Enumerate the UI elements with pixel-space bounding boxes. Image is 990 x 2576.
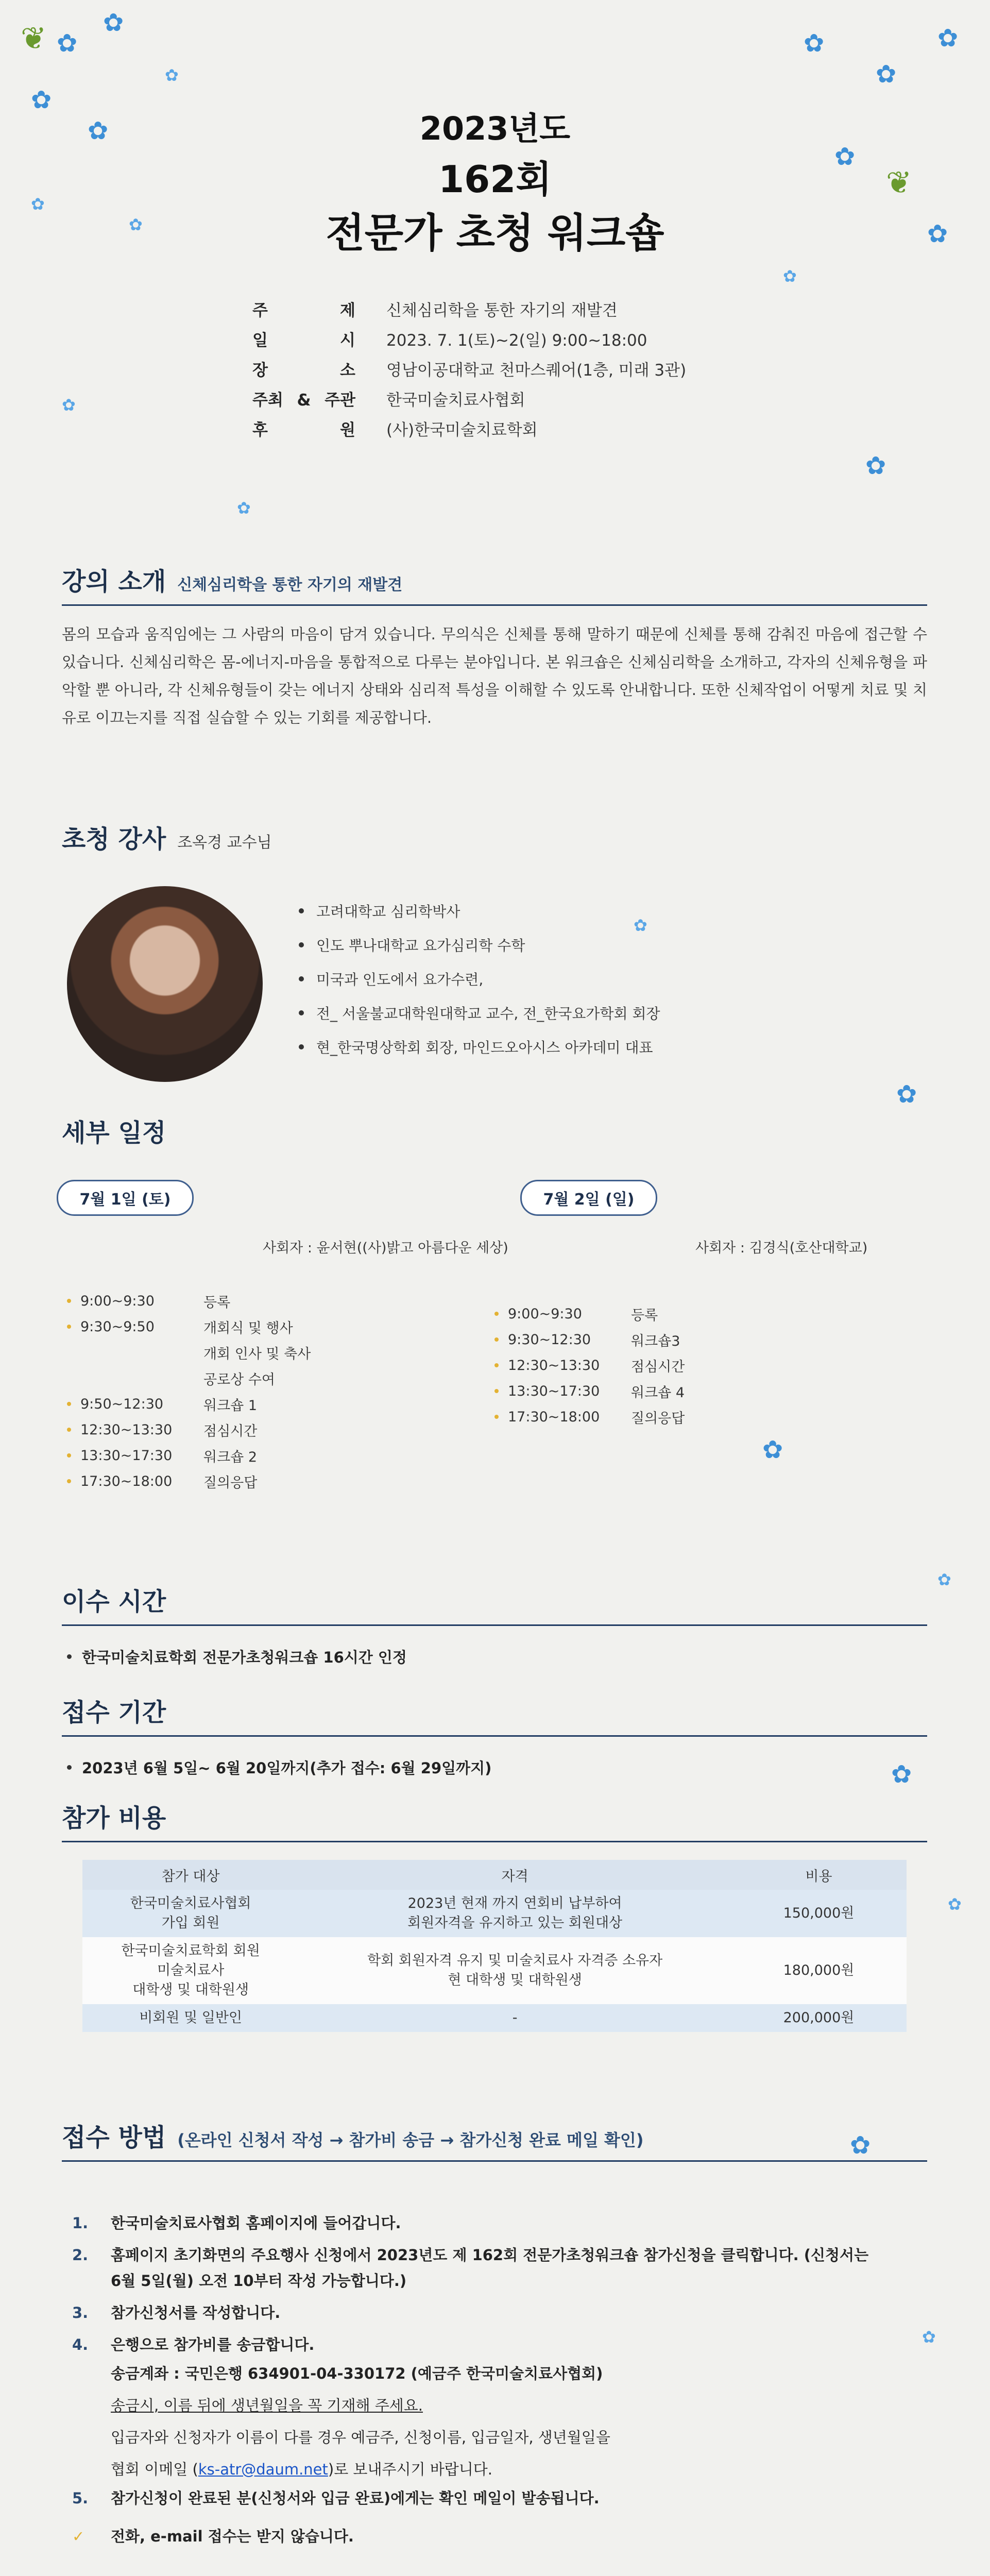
list-item	[299, 894, 660, 928]
section-title: 강의 소개	[62, 567, 166, 596]
table-cell: 한국미술치료사협회 가입 회원	[82, 1890, 299, 1937]
forget-me-not-flower-icon: ✿	[927, 219, 948, 248]
info-value: 신체심리학을 통한 자기의 재발견	[386, 301, 618, 320]
table-row	[82, 1937, 907, 2004]
schedule-row: 17:30~18:00 질의응답	[67, 1468, 311, 1494]
forget-me-not-flower-icon: ✿	[937, 1570, 951, 1589]
fee-table	[82, 1860, 907, 2032]
day1-pill: 7월 1일 (토)	[57, 1180, 194, 1216]
column-header: 참가 대상	[82, 1860, 299, 1890]
divider	[62, 604, 927, 606]
info-value: 한국미술치료사협회	[386, 391, 525, 410]
career-text: 인도 뿌나대학교 요가심리학 수학	[316, 937, 525, 954]
list-item	[299, 928, 660, 962]
schedule-row: 공로상 수여	[203, 1371, 275, 1388]
table-cell: 비회원 및 일반인	[82, 2004, 299, 2032]
table-row	[82, 2004, 907, 2032]
check-icon: ✓	[72, 2528, 85, 2545]
list-item: ✓ 전화, e-mail 접수는 받지 않습니다.	[72, 2528, 354, 2545]
instructor-name: 조옥경 교수님	[177, 834, 272, 852]
schedule-row: 9:50~12:30 워크숍 1	[67, 1391, 311, 1417]
day1-moderator: 사회자 : 윤서현((사)밝고 아름다운 세상)	[263, 1240, 508, 1256]
section-fee	[62, 1798, 927, 1842]
table-cell: 학회 회원자격 유지 및 미술치료사 자격증 소유자 현 대학생 및 대학원생	[299, 1937, 731, 2004]
forget-me-not-flower-icon: ✿	[937, 24, 959, 53]
forget-me-not-flower-icon: ✿	[850, 2131, 871, 2160]
info-row	[252, 353, 767, 383]
divider	[62, 1624, 927, 1626]
forget-me-not-flower-icon: ✿	[804, 29, 825, 58]
section-hours	[62, 1582, 927, 1626]
section-subtitle: 신체심리학을 통한 자기의 재발견	[177, 576, 403, 594]
forget-me-not-flower-icon: ✿	[129, 215, 143, 234]
section-title: 초청 강사	[62, 825, 166, 854]
table-cell: -	[299, 2004, 731, 2032]
career-text: 전_ 서울불교대학원대학교 교수, 전_한국요가학회 회장	[316, 1005, 660, 1022]
forget-me-not-flower-icon: ✿	[876, 60, 897, 89]
forget-me-not-flower-icon: ✿	[948, 1894, 962, 1914]
table-cell: 150,000원	[731, 1890, 907, 1937]
schedule-row: 17:30~18:00 질의응답	[494, 1404, 685, 1430]
table-cell: 2023년 현재 까지 연회비 납부하여 회원자격을 유지하고 있는 회원대상	[299, 1890, 731, 1937]
list-item	[299, 962, 660, 996]
schedule-row: 9:00~9:30 등록	[67, 1288, 311, 1314]
forget-me-not-flower-icon: ✿	[31, 86, 52, 114]
leaf-icon: ❦	[886, 165, 912, 201]
leaf-icon: ❦	[21, 21, 47, 57]
section-apply	[62, 2117, 927, 2162]
instructor-photo	[67, 886, 263, 1082]
section-schedule	[62, 1113, 927, 1148]
section-title: 접수 기간	[62, 1698, 166, 1727]
forget-me-not-flower-icon: ✿	[31, 194, 45, 214]
instructor-career	[299, 894, 660, 1064]
column-header: 비용	[731, 1860, 907, 1890]
forget-me-not-flower-icon: ✿	[237, 498, 251, 518]
schedule-row: 9:00~9:30 등록	[494, 1301, 685, 1327]
info-key: 주 제	[252, 301, 355, 320]
table-cell: 180,000원	[731, 1937, 907, 2004]
section-instructor	[62, 819, 927, 855]
hours-text: 한국미술치료학회 전문가초청워크숍 16시간 인정	[67, 1646, 407, 1667]
info-key: 후 원	[252, 420, 355, 439]
forget-me-not-flower-icon: ✿	[922, 2327, 936, 2347]
schedule-row: 12:30~13:30 점심시간	[67, 1417, 311, 1443]
forget-me-not-flower-icon: ✿	[57, 29, 78, 58]
section-title: 참가 비용	[62, 1804, 166, 1833]
column-header: 자격	[299, 1860, 731, 1890]
bank-account: 송금계좌 : 국민은행 634901-04-330172 (예금주 한국미술치료사협회)	[111, 2365, 603, 2382]
forget-me-not-flower-icon: ✿	[783, 266, 797, 286]
list-item: 3. 참가신청서를 작성합니다.	[72, 2304, 281, 2321]
info-row	[252, 324, 767, 353]
table-cell: 200,000원	[731, 2004, 907, 2032]
section-title: 접수 방법	[62, 2123, 166, 2152]
list-item: 2. 홈페이지 초기화면의 주요행사 신청에서 2023년도 제 162회 전문가초청워크숍 참가신청을 클릭합니다. (신청서는 6월 5일(월) 오전 10부터 작성 가능합니다.)	[72, 2246, 869, 2290]
info-row	[252, 383, 767, 413]
section-period	[62, 1692, 927, 1737]
email-link[interactable]: ks-atr@daum.net	[198, 2461, 328, 2478]
forget-me-not-flower-icon: ✿	[88, 116, 109, 145]
career-text: 고려대학교 심리학박사	[316, 903, 460, 920]
forget-me-not-flower-icon: ✿	[165, 65, 179, 85]
page-title: 전문가 초청 워크숍	[326, 210, 664, 257]
event-info	[252, 294, 767, 443]
list-item	[299, 996, 660, 1030]
period-text: 2023년 6월 5일~ 6월 20일까지(추가 접수: 6월 29일까지)	[67, 1757, 491, 1778]
schedule-row: 12:30~13:30 점심시간	[494, 1352, 685, 1378]
day2-schedule	[494, 1301, 685, 1430]
title-number: 162회	[438, 158, 552, 201]
forget-me-not-flower-icon: ✿	[62, 395, 76, 415]
day1-schedule	[67, 1288, 311, 1494]
forget-me-not-flower-icon: ✿	[834, 142, 856, 171]
list-item: 5. 참가신청이 완료된 분(신청서와 입금 완료)에게는 확인 메일이 발송됩니다.	[72, 2489, 600, 2507]
title-year: 2023년도	[419, 110, 571, 147]
schedule-row: 13:30~17:30 워크숍 4	[494, 1378, 685, 1404]
schedule-row: 9:30~12:30 워크숍3	[494, 1327, 685, 1352]
forget-me-not-flower-icon: ✿	[891, 1760, 912, 1789]
info-row	[252, 413, 767, 443]
info-key: 일 시	[252, 331, 355, 350]
info-value: (사)한국미술치료학회	[386, 420, 538, 439]
forget-me-not-flower-icon: ✿	[896, 1080, 917, 1109]
table-cell: 한국미술치료학회 회원 미술치료사 대학생 및 대학원생	[82, 1937, 299, 2004]
list-item: 4. 은행으로 참가비를 송금합니다.	[72, 2336, 315, 2353]
schedule-row: 13:30~17:30 워크숍 2	[67, 1443, 311, 1468]
info-key: 장 소	[252, 361, 355, 380]
schedule-row: 개회 인사 및 축사	[203, 1346, 311, 1362]
remit-note: 입금자와 신청자가 이름이 다를 경우 예금주, 신청이름, 입금일자, 생년월일을	[111, 2429, 610, 2446]
remit-note: 협회 이메일 (ks-atr@daum.net)로 보내주시기 바랍니다.	[111, 2461, 492, 2478]
lecture-body: 몸의 모습과 움직임에는 그 사람의 마음이 담겨 있습니다. 무의식은 신체를 통해 말하기 때문에 신체를 통해 감춰진 마음에 접근할 수 있습니다. 신체심리학은 몸-에너지-마음을 통합적으로 다루는 분야입니다. 본 워크숍은 신체심리학을 소개하고, 각자의 신체유형을 파악할 뿐 아니라, 각 신체유형들이 갖는 에너지 상태와 심리적 특성을 이해할 수 있도록 안내합니다. 또한 신체작업이 어떻게 치료 및 치유로 이끄는지를 직접 실습할 수 있는 기회를 제공합니다.	[62, 625, 927, 726]
divider	[62, 1841, 927, 1842]
section-title: 세부 일정	[62, 1118, 166, 1147]
divider	[62, 1735, 927, 1737]
info-row	[252, 294, 767, 324]
apply-steps	[72, 2210, 917, 2549]
table-row	[82, 1890, 907, 1937]
career-text: 미국과 인도에서 요가수련,	[316, 971, 484, 988]
forget-me-not-flower-icon: ✿	[762, 1435, 783, 1464]
list-item	[299, 1030, 660, 1064]
info-key: 주최 & 주관	[252, 391, 355, 410]
list-item: 1. 한국미술치료사협회 홈페이지에 들어갑니다.	[72, 2214, 401, 2232]
remit-note: 송금시, 이름 뒤에 생년월일을 꼭 기재해 주세요.	[111, 2397, 423, 2414]
info-value: 2023. 7. 1(토)~2(일) 9:00~18:00	[386, 331, 647, 350]
section-lecture	[62, 562, 927, 732]
schedule-row: 9:30~9:50 개회식 및 행사	[67, 1314, 311, 1340]
career-text: 현_한국명상학회 회장, 마인드오아시스 아카데미 대표	[316, 1039, 653, 1056]
section-subtitle: (온라인 신청서 작성 → 참가비 송금 → 참가신청 완료 메일 확인)	[177, 2130, 644, 2150]
section-title: 이수 시간	[62, 1587, 166, 1616]
day2-moderator: 사회자 : 김경식(호산대학교)	[695, 1240, 868, 1256]
info-value: 영남이공대학교 천마스퀘어(1층, 미래 3관)	[386, 361, 687, 380]
forget-me-not-flower-icon: ✿	[865, 451, 886, 480]
forget-me-not-flower-icon: ✿	[103, 8, 124, 37]
table-header-row	[82, 1860, 907, 1890]
day2-pill: 7월 2일 (일)	[520, 1180, 657, 1216]
divider	[62, 2160, 927, 2162]
forget-me-not-flower-icon: ✿	[634, 916, 647, 935]
